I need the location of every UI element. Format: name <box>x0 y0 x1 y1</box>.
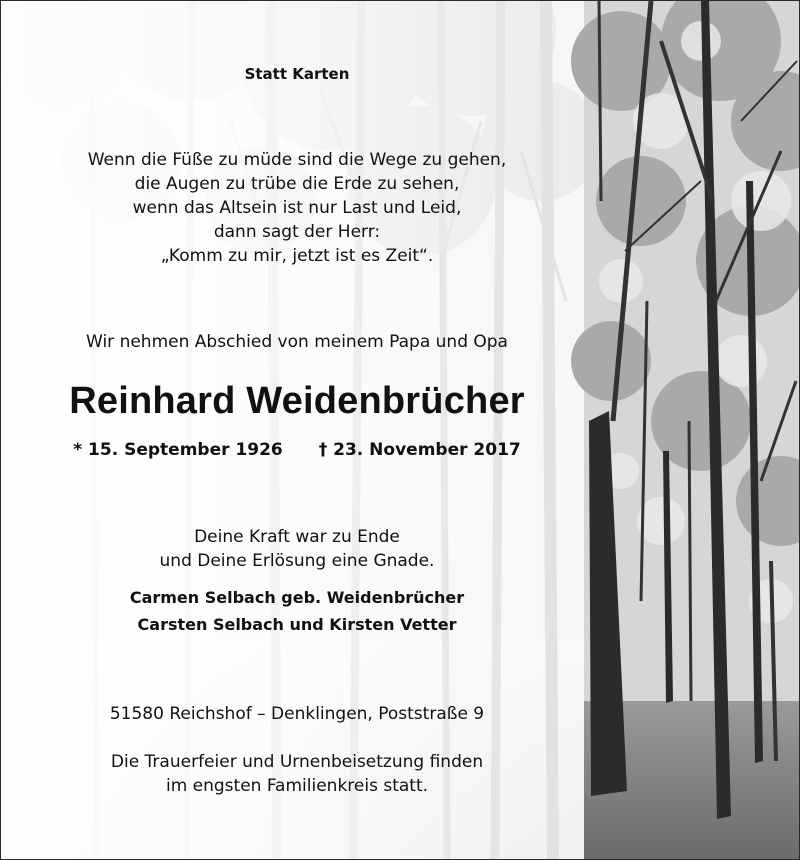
address: 51580 Reichshof – Denklingen, Poststraße 9 <box>109 704 485 724</box>
statt-karten-heading: Statt Karten <box>244 65 350 83</box>
tribute <box>21 525 573 573</box>
life-dates <box>21 440 573 460</box>
tribute-line: Deine Kraft war zu Ende <box>194 527 400 547</box>
farewell-line: Wir nehmen Abschied von meinem Papa und Opa <box>86 332 508 352</box>
poem-line: Wenn die Füße zu müde sind die Wege zu gehen, <box>87 150 507 170</box>
mourners <box>21 584 573 638</box>
mourner-name: Carsten Selbach und Kirsten Vetter <box>137 615 457 634</box>
poem-line: wenn das Altsein ist nur Last und Leid, <box>132 198 462 218</box>
poem-line: die Augen zu trübe die Erde zu sehen, <box>134 174 460 194</box>
ceremony-line: Die Trauerfeier und Urnenbeisetzung finden <box>110 752 484 772</box>
mourner-name: Carmen Selbach geb. Weidenbrücher <box>129 588 465 607</box>
birth-date: * 15. September 1926 <box>73 440 283 460</box>
ceremony-line: im engsten Familienkreis statt. <box>165 776 429 796</box>
ceremony-notice <box>21 750 573 798</box>
death-date: † 23. November 2017 <box>318 440 521 460</box>
tribute-line: und Deine Erlösung eine Gnade. <box>159 551 435 571</box>
poem-line: dann sagt der Herr: <box>213 222 381 242</box>
deceased-name: Reinhard Weidenbrücher <box>69 380 525 422</box>
poem <box>21 148 573 268</box>
poem-line: „Komm zu mir, jetzt ist es Zeit“. <box>160 246 434 266</box>
forest-background-image <box>1 1 799 859</box>
